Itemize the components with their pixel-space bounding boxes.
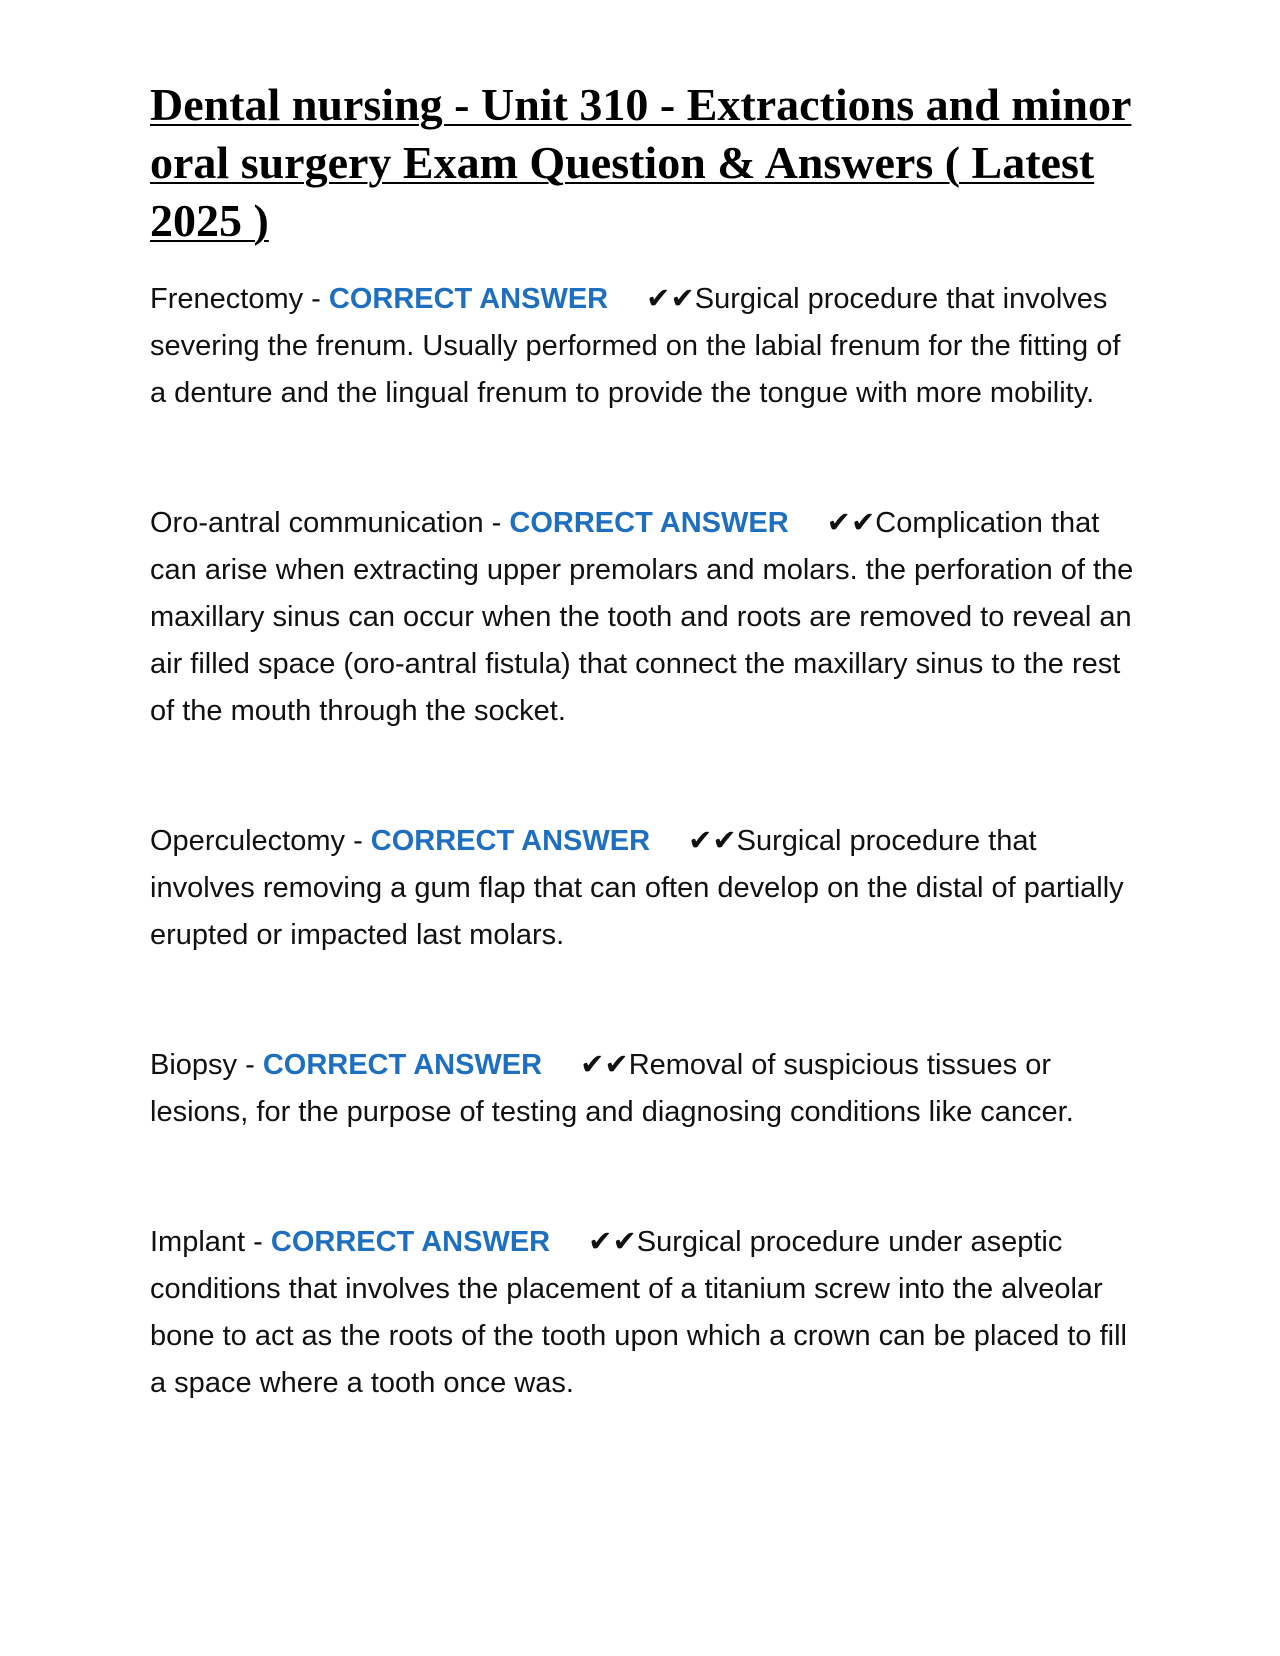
double-check-icon: ✔✔ xyxy=(588,1226,637,1258)
double-check-icon: ✔✔ xyxy=(688,825,737,857)
answer-text: Complication that can arise when extracting upper premolars and molars. the perforation of the maxillary sinus can occur when the tooth and roots are removed to reveal an air filled space (oro-antral fistula) that connect the maxillary sinus to the rest of the mouth through the socket. xyxy=(150,507,1134,727)
document-title: Dental nursing - Unit 310 - Extractions and minor oral surgery Exam Question & Answers ( Latest 2025 ) xyxy=(150,79,1132,246)
answer-text: Surgical procedure that involves removing a gum flap that can often develop on the distal of partially erupted or impacted last molars. xyxy=(150,825,1124,951)
term-label: Operculectomy - xyxy=(150,825,371,857)
answer-text: Surgical procedure that involves severing the frenum. Usually performed on the labial frenum for the fitting of a denture and the lingual frenum to provide the tongue with more mobility. xyxy=(150,283,1121,409)
document-page xyxy=(150,76,1140,1407)
correct-answer-label: CORRECT ANSWER xyxy=(270,1226,551,1258)
term-label: Oro-antral communication - xyxy=(150,507,510,539)
correct-answer-label: CORRECT ANSWER xyxy=(370,825,651,857)
answer-text: Removal of suspicious tissues or lesions, for the purpose of testing and diagnosing conditions like cancer. xyxy=(150,1049,1074,1128)
correct-answer-label: CORRECT ANSWER xyxy=(262,1049,543,1081)
answer-text: Surgical procedure under aseptic conditions that involves the placement of a titanium screw into the alveolar bone to act as the roots of the tooth upon which a crown can be placed to fill a space where a tooth once was. xyxy=(150,1226,1127,1399)
qa-item-operculectomy xyxy=(150,818,1140,959)
qa-item-oro-antral-communication xyxy=(150,500,1140,735)
term-label: Frenectomy - xyxy=(150,283,329,315)
double-check-icon: ✔✔ xyxy=(826,507,876,539)
qa-item-frenectomy xyxy=(150,276,1140,417)
term-label: Biopsy - xyxy=(150,1049,263,1081)
double-check-icon: ✔✔ xyxy=(580,1049,629,1081)
correct-answer-label: CORRECT ANSWER xyxy=(509,507,789,539)
qa-item-implant xyxy=(150,1219,1140,1407)
qa-item-biopsy xyxy=(150,1042,1140,1136)
term-label: Implant - xyxy=(150,1226,271,1258)
double-check-icon: ✔✔ xyxy=(646,283,695,315)
correct-answer-label: CORRECT ANSWER xyxy=(328,283,609,315)
